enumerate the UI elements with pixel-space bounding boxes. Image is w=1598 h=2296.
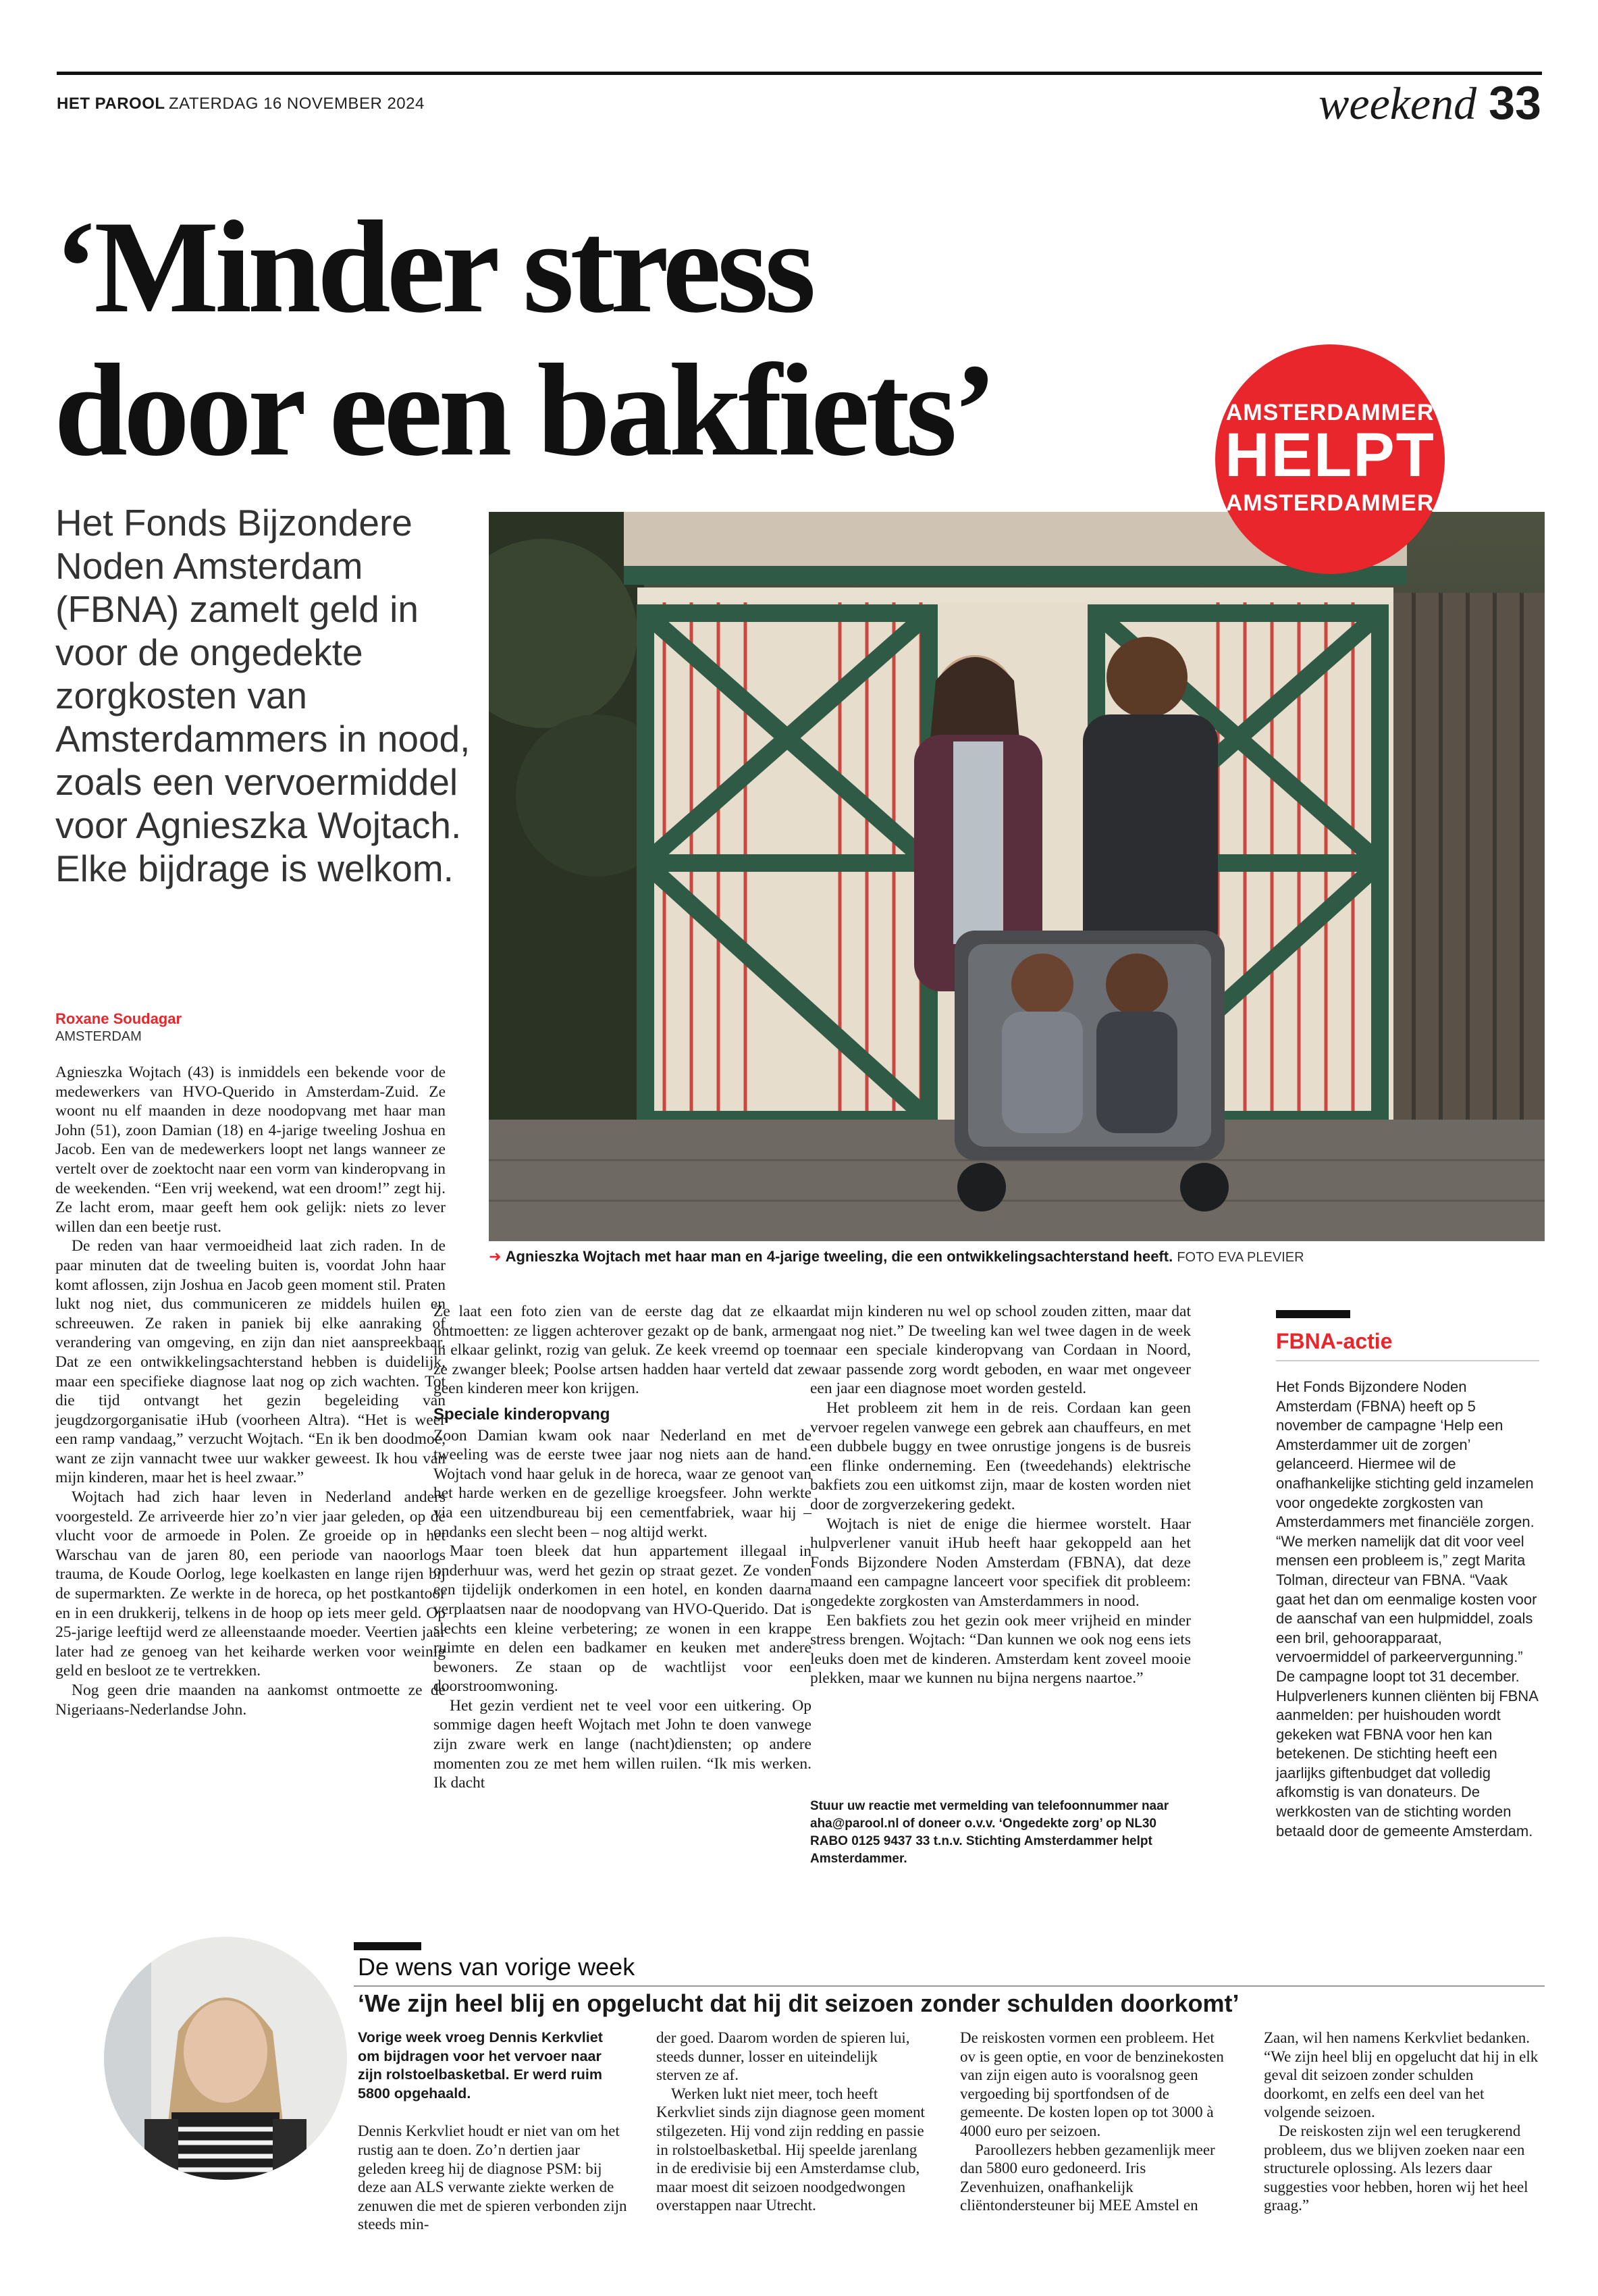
paragraph: Het gezin verdient net te veel voor een uitkering. Op sommige dagen heeft Wojtach met John te doen vanwege zijn zware werk en lange (nacht)diensten; op andere momenten zou ze met hem willen ruilen. “Ik mis werken. Ik dacht — [433, 1696, 811, 1792]
headline-line-2: door een bakfiets’ — [54, 337, 993, 484]
wish-divider — [354, 1985, 1545, 1987]
wish-column-3 — [960, 2029, 1230, 2215]
paragraph: der goed. Daarom worden de spieren lui, steeds dunner, losser en uiteindelijk sterven ze af. — [656, 2029, 910, 2084]
badge-bottom-text: AMSTERDAMMER — [1225, 490, 1435, 516]
page-number: 33 — [1489, 76, 1541, 129]
paragraph: Het probleem zit hem in de reis. Cordaan kan geen vervoer regelen vanwege een gebrek aan chauffeurs, en met een dubbele buggy en twee onrustige jongens is de busreis een flinke onderneming. Een (tweedehands) elektrische bakfiets zou een uitkomst zijn, maar de kosten worden niet door de zorgverzekering gedekt. — [810, 1399, 1191, 1513]
byline-author: Roxane Soudagar — [55, 1010, 182, 1027]
badge-top-text: AMSTERDAMMER — [1225, 400, 1435, 425]
sidebar-rule — [1276, 1310, 1350, 1318]
headline-line-1: ‘Minder stress — [54, 194, 812, 340]
wish-rule — [354, 1942, 421, 1950]
wish-column-2 — [656, 2029, 926, 2215]
paragraph: Dennis Kerkvliet houdt er niet van om het rustig aan te doen. Zo’n dertien jaar geleden kreeg hij de diagnose PSM: bij deze aan ALS verwante ziekte werken de zenuwen die met de spieren verbonden zijn steeds min- — [358, 2122, 627, 2233]
family-photo-illustration — [489, 512, 1545, 1241]
paragraph: Een bakfiets zou het gezin ook meer vrijheid en minder stress brengen. Wojtach: “Dan kunnen we ook nog eens iets leuks doen met de kinderen. Amsterdam kent zoveel mooie plekken, maar we kunnen nu bijna nergens naartoe.” — [810, 1611, 1191, 1688]
portrait-illustration — [104, 1937, 347, 2180]
article-headline — [54, 196, 1242, 482]
sidebar-paragraph: Het Fonds Bijzondere Noden Amsterdam (FBNA) heeft op 5 november de campagne ‘Help een Amsterdammer uit de zorgen’ gelanceerd. Hiermee wil de onafhankelijke stichting geld inzamelen voor ongedekte zorgkosten van Amsterdammers met financiële zorgen. “We merken namelijk dat dit voor veel mensen een probleem is,” zegt Marita Tolman, directeur van FBNA. “Vaak gaat het dan om eenmalige kosten voor de aanschaf van een hulpmiddel, zoals een bril, gehoorapparaat, vervoermiddel of parkeervergunning.” — [1276, 1378, 1537, 1666]
wish-kicker: De wens van vorige week — [358, 1953, 635, 1981]
portrait-photo — [104, 1937, 347, 2180]
sidebar-title: FBNA-actie — [1276, 1329, 1393, 1353]
paragraph: Ze laat een foto zien van de eerste dag dat ze elkaar ontmoetten: ze liggen achterover gezakt op de bank, armen in elkaar gelinkt, rozig van geluk. Ze keek vreemd op toen ze zwanger bleek; Poolse artsen hadden haar verteld dat ze geen kinderen meer kon krijgen. — [433, 1303, 811, 1398]
wish-column-4 — [1264, 2029, 1541, 2215]
paragraph: Zaan, wil hen namens Kerkvliet bedanken. “We zijn heel blij en opgelucht dat hij in elk geval dit seizoen zonder schulden doorkomt, en zelfs een deel van het volgende seizoen. — [1264, 2029, 1539, 2121]
caption-arrow-icon: ➜ — [489, 1248, 502, 1265]
wish-headline: ‘We zijn heel blij en opgelucht dat hij dit seizoen zonder schulden doorkomt’ — [358, 1989, 1240, 2017]
sidebar-divider — [1276, 1360, 1539, 1361]
paragraph: Nog geen drie maanden na aankomst ontmoette ze de Nigeriaans-Nederlandse John. — [55, 1681, 446, 1719]
paragraph: De reiskosten vormen een probleem. Het ov is geen optie, en voor de benzinekosten van zijn eigen auto is vooralsnog geen vergoeding bij sportfondsen of de gemeente. De kosten lopen op tot 3000 à 4000 euro per seizoen. — [960, 2029, 1224, 2139]
paragraph: Wojtach is niet de enige die hiermee worstelt. Haar hulpverlener vanuit iHub heeft haar gekoppeld aan het Fonds Bijzondere Noden Amsterdam (FBNA), dat deze maand een campagne lanceert voor specifiek dit probleem: ongedekte zorgkosten van Amsterdammers in nood. — [810, 1515, 1191, 1610]
section-header — [1319, 76, 1541, 130]
top-rule — [57, 72, 1542, 75]
paragraph: Zoon Damian kwam ook naar Nederland en met de tweeling was de eerste twee jaar nog niets aan de hand. Wojtach vond haar geluk in de horeca, waar ze genoot van het harde werken en de gezellige kroegsfeer. John werkte via een uitzendbureau bij een cementfabriek, waar hij – ondanks een slecht been – nog altijd werkt. — [433, 1426, 811, 1541]
dateline: ZATERDAG 16 NOVEMBER 2024 — [169, 95, 425, 113]
paragraph: dat mijn kinderen nu wel op school zouden zitten, maar dat gaat nog niet.” De tweeling kan wel twee dagen in de week naar een speciale kinderopvang van Cordaan in Noord, waar passende zorg wordt geboden, en waar met ongeveer een jaar een diagnose moet worden gesteld. — [810, 1303, 1191, 1398]
paragraph: Agnieszka Wojtach (43) is inmiddels een bekende voor de medewerkers van HVO-Querido in Amsterdam-Zuid. Ze woont nu elf maanden in deze noodopvang met haar man John (51), zoon Damian (18) en 4-jarige tweeling Joshua en Jacob. Een van de medewerkers loopt net langs wanneer ze vertelt over de zoektocht naar een vorm van kinderopvang in de weekenden. “Een vrij weekend, wat een droom!” zegt hij. Ze lacht erom, maar geeft hem ook gelijk: niets zo lever willen dan een beetje rust. — [55, 1064, 446, 1236]
donation-info: Stuur uw reactie met vermelding van telefoonnummer naar aha@parool.nl of doneer o.v.v. ‘Ongedekte zorg’ op NL30 RABO 0125 9437 33 t.n.v. Stichting Amsterdammer helpt Amsterdammer. — [810, 1799, 1169, 1866]
section-name: weekend — [1319, 78, 1477, 129]
paragraph: Maar toen bleek dat hun appartement illegaal in onderhuur was, werd het gezin op straat gezet. Ze vonden een tijdelijk onderkomen in een hotel, en konden daarna verplaatsen naar de noodopvang van HVO-Querido. Dat is slechts een kleine verbetering; ze wonen in een krappe ruimte en delen een badkamer en keuken met andere bewoners. Ze staan op de wachtlijst voor een doorstroomwoning. — [433, 1542, 811, 1696]
photo-caption — [489, 1248, 1545, 1266]
article-intro: Het Fonds Bijzondere Noden Amsterdam (FBNA) zamelt geld in voor de ongedekte zorgkosten van Amsterdammers in nood, zoals een vervoermiddel voor Agnieszka Wojtach. Elke bijdrage is welkom. — [55, 502, 471, 889]
article-column-3 — [810, 1302, 1191, 1688]
badge-middle-text: HELPT — [1225, 421, 1435, 490]
article-subhead: Speciale kinderopvang — [433, 1405, 610, 1424]
sidebar-paragraph: De campagne loopt tot 31 december. Hulpverleners kunnen cliënten bij FBNA aanmelden: per huishouden wordt gekeken wat FBNA voor hen kan betekenen. De stichting heeft een jaarlijks giftenbudget dat volledig afkomstig is van donateurs. De werkkosten van de stichting worden betaald door de gemeente Amsterdam. — [1276, 1667, 1538, 1840]
paragraph: Wojtach had zich haar leven in Nederland anders voorgesteld. Ze arriveerde hier zo’n vier jaar geleden, op de vlucht voor de armoede in Polen. Ze groeide op in het Warschau van de jaren 80, een periode van naoorlogs trauma, de Koude Oorlog, lege koelkasten en lange rijen bij de supermarkten. Ze werkte in de horeca, op het postkantoor en in een drukkerij, telkens in de hoop op iets meer geld. Op 25-jarige leeftijd werd ze alleenstaande moeder. Veertien jaar later had ze genoeg van het keiharde werken voor weinig geld en besloot ze te vertrekken. — [55, 1488, 446, 1680]
paragraph: De reden van haar vermoeidheid laat zich raden. In de paar minuten dat de tweeling buiten is, voordat John haar komt aflossen, zijn Joshua en Jacob geen moment stil. Praten lukt nog niet, dus communiceren ze middels huilen en schreeuwen. Ze raken in paniek bij elke aanraking of verandering van omgeving, en zijn dan niet aanspreekbaar. Dat ze een ontwikkelingsachterstand hebben is duidelijk, maar een specifieke diagnose laat nog op zich wachten. Tot die tijd ontvangt het gezin begeleiding van jeugdzorgorganisatie iHub (voorheen Altra). “Het is weer een ramp vandaag,” verzucht Wojtach. “En ik ben doodmoe, want ze zijn vannacht twee uur wakker geweest. Ik hou van mijn kinderen, maar het is heel zwaar.” — [55, 1237, 446, 1487]
wish-column-1 — [358, 2029, 628, 2234]
paragraph: Paroollezers hebben gezamenlijk meer dan 5800 euro gedoneerd. Iris Zevenhuizen, onafhankelijk cliëntondersteuner bij MEE Amstel en — [960, 2141, 1215, 2214]
amsterdammer-helpt-badge — [1215, 344, 1445, 574]
wish-lead: Vorige week vroeg Dennis Kerkvliet om bijdragen voor het vervoer naar zijn rolstoelbasketbal. Er werd ruim 5800 opgehaald. — [358, 2029, 603, 2102]
sidebar-body — [1276, 1378, 1539, 1841]
article-column-2 — [433, 1302, 811, 1793]
paragraph: Werken lukt niet meer, toch heeft Kerkvliet sinds zijn diagnose geen moment stilgezeten. Hij vond zijn redding en passie in rolstoelbasketbal. Hij speelde jarenlang in de eredivisie bij een Amsterdamse club, maar moest dit seizoen noodgedwongen overstappen naar Utrecht. — [656, 2085, 925, 2214]
byline-location: AMSTERDAM — [55, 1029, 142, 1044]
photo-credit: FOTO EVA PLEVIER — [1177, 1250, 1304, 1265]
paragraph: De reiskosten zijn wel een terugkerend probleem, dus we blijven zoeken naar een structurele oplossing. Als lezers daar suggesties voor hebben, horen wij het heel graag.” — [1264, 2122, 1528, 2214]
article-photo — [489, 512, 1545, 1241]
caption-text: Agnieszka Wojtach met haar man en 4-jarige tweeling, die een ontwikkelingsachterstand heeft. — [505, 1248, 1173, 1265]
article-column-1 — [55, 1063, 446, 1719]
newspaper-brand: HET PAROOL — [57, 95, 165, 113]
